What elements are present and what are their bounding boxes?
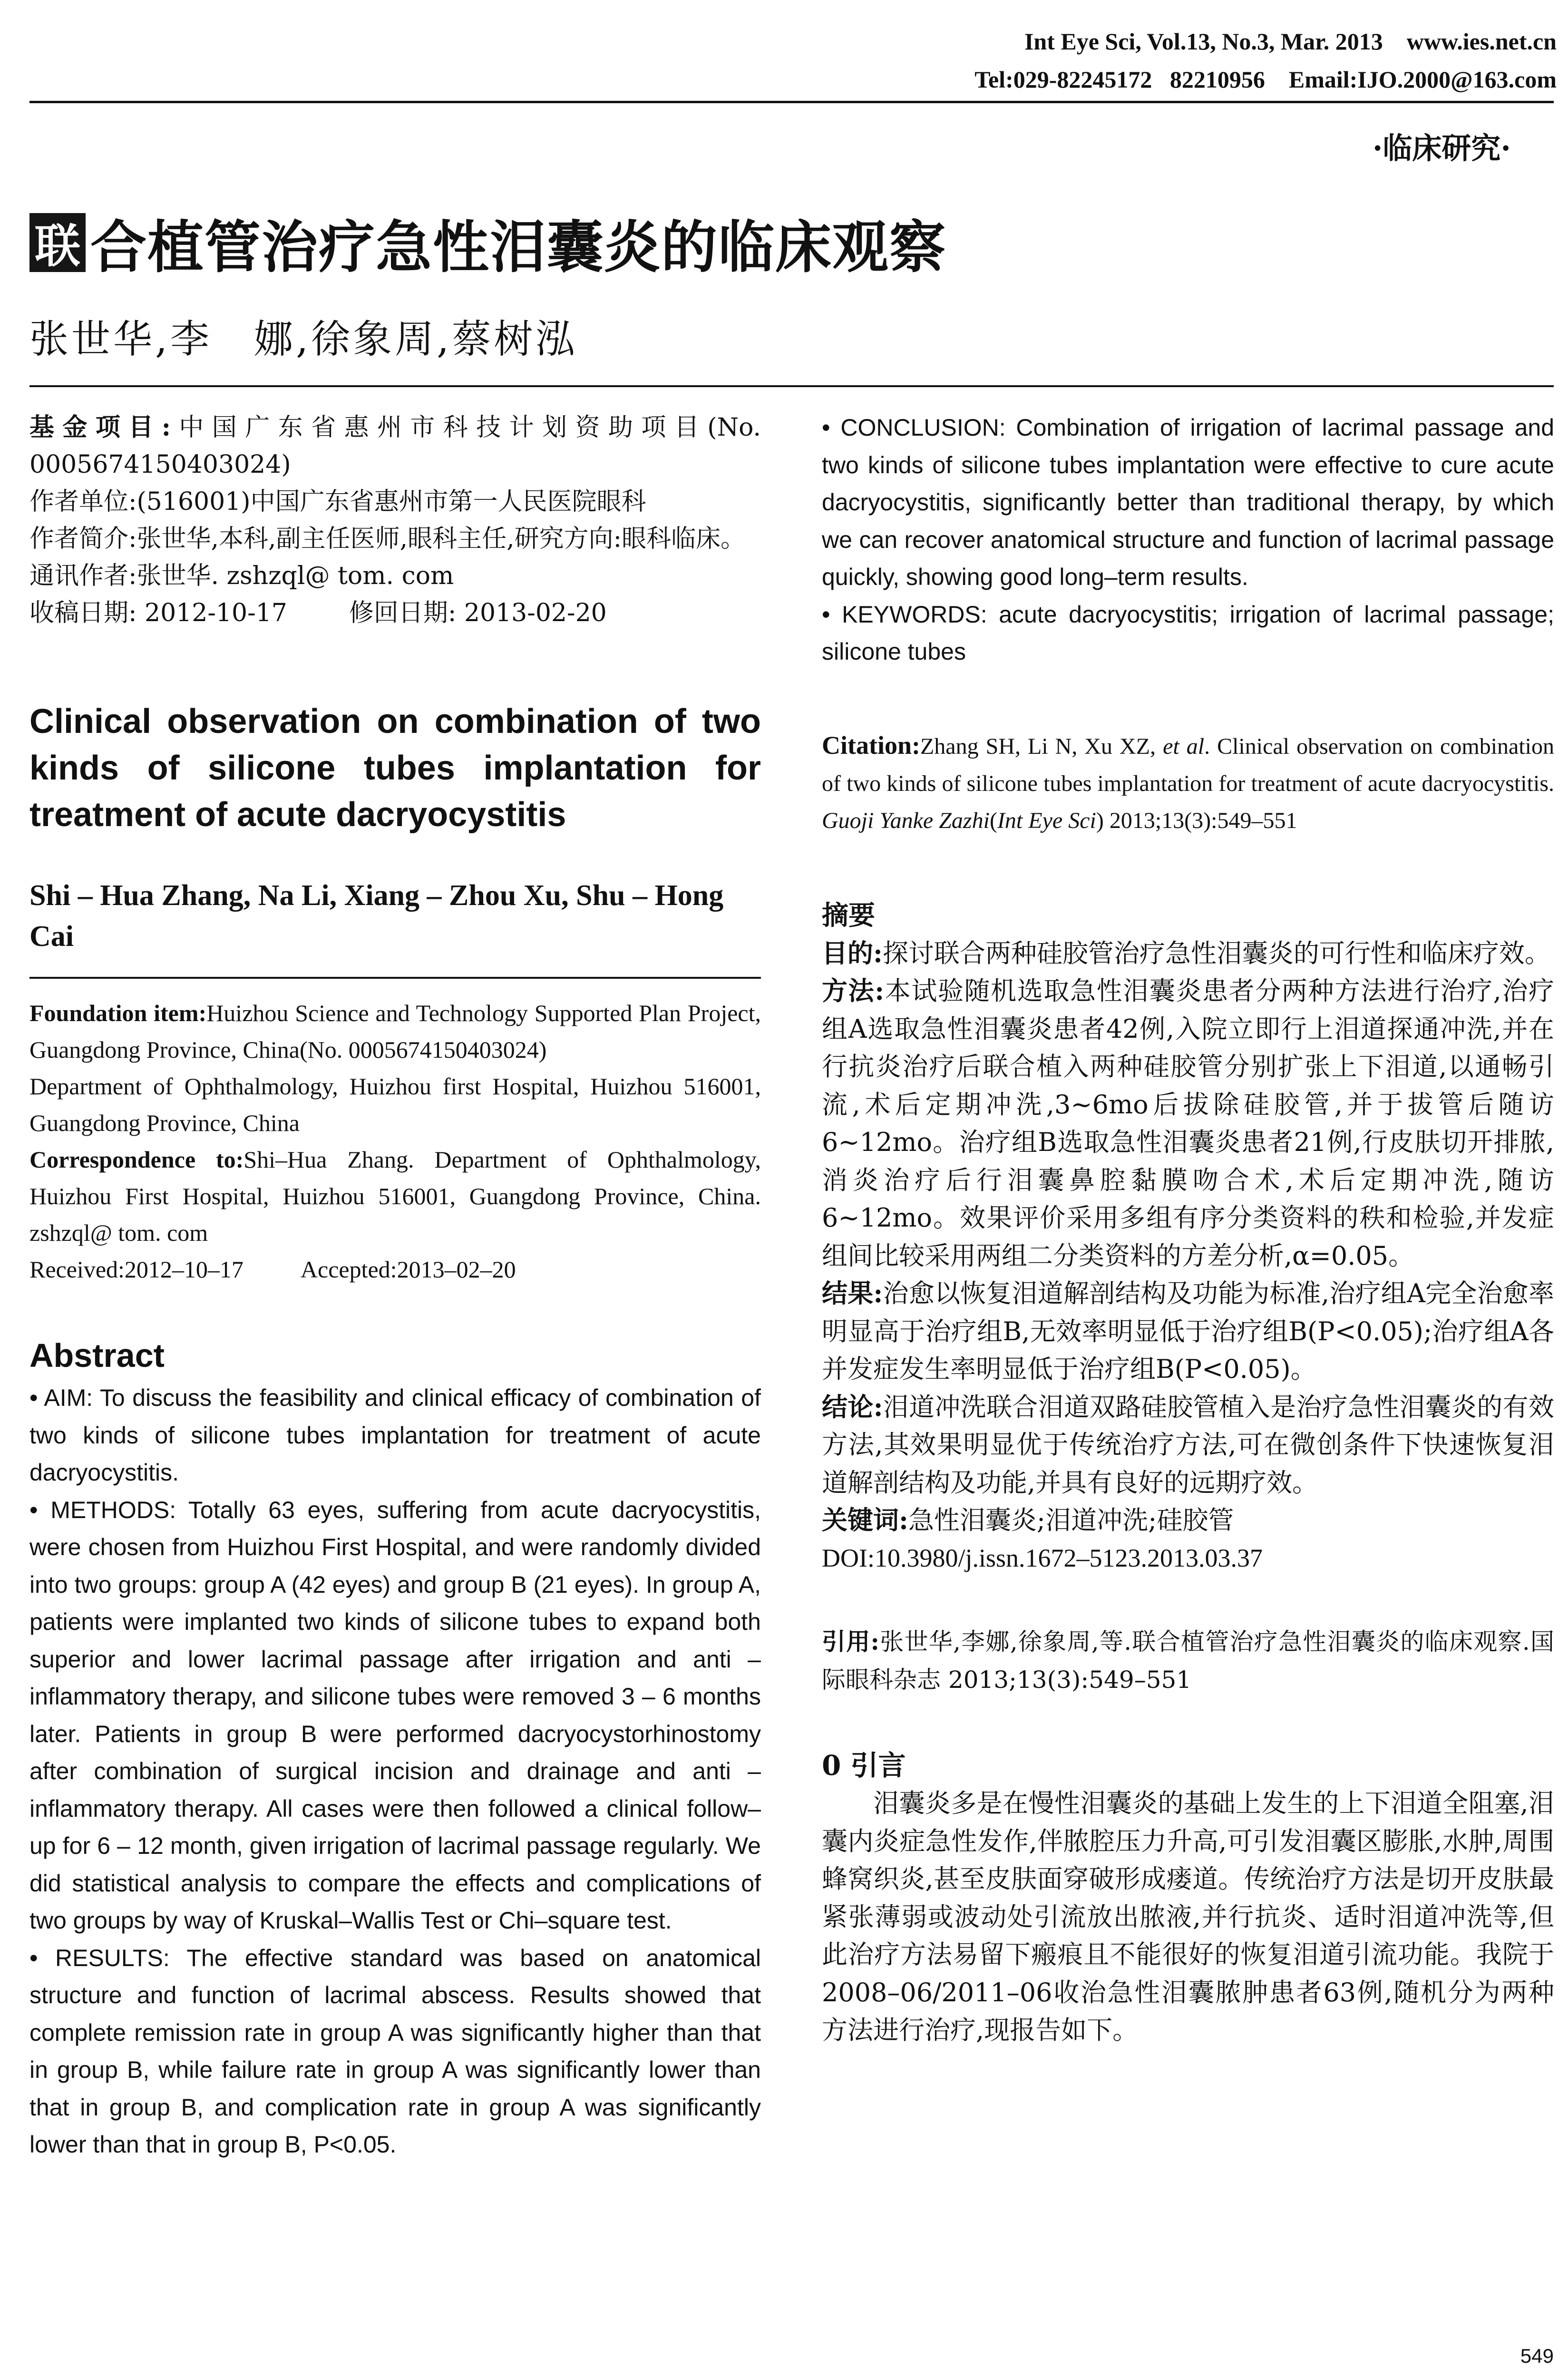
cn-citation-text: 张世华,李娜,徐象周,等.联合植管治疗急性泪囊炎的临床观察.国际眼科杂志 2013;13(3):549–551 [822,1628,1554,1694]
citation-label: Citation: [822,731,920,760]
right-column [822,409,1554,2049]
cn-objective-text: 探讨联合两种硅胶管治疗急性泪囊炎的可行性和临床疗效。 [882,938,1550,968]
correspondence [29,1141,761,1251]
article-title [29,205,946,281]
intro-paragraph: 泪囊炎多是在慢性泪囊炎的基础上发生的上下泪道全阻塞,泪囊内炎症急性发作,伴脓腔压力升高,可引发泪囊区膨胀,水肿,周围蜂窝织炎,甚至皮肤面穿破形成瘘道。传统治疗方法是切开皮肤最紧张薄弱或波动处引流放出脓液,并行抗炎、适时泪道冲洗等,但此治疗方法易留下瘢痕且不能很好的恢复泪道引流功能。我院于2008–06/2011–06收治急性泪囊脓肿患者63例,随机分为两种方法进行治疗,现报告如下。 [822,1788,1554,2045]
abstract-results: • RESULTS: The effective standard was based on anatomical structure and function of lacrimal abscess. Results showed that complete remission rate in group A was significantly higher than that in group B, while failure rate in group A was significantly lower than that in group B, and complication rate in group A was significantly lower than that in group B, P<0.05. [29,1944,761,2158]
cn-abstract-heading: 摘要 [822,899,875,931]
foundation-text: Huizhou Science and Technology Supported Plan Project, Guangdong Province, China(No. 0005674150403024) [29,1000,761,1063]
abstract-conclusion: • CONCLUSION: Combination of irrigation of lacrimal passage and two kinds of silicone tubes implantation were effective to cure acute dacryocystitis, significantly better than traditional therapy, by which we can recover anatomical structure and function of lacrimal passage quickly, showing good long–term results. [822,414,1554,590]
cn-methods-text: 本试验随机选取急性泪囊炎患者分两种方法进行治疗,治疗组A选取急性泪囊炎患者42例,入院立即行上泪道探通冲洗,并在行抗炎治疗后联合植入两种硅胶管分别扩张上下泪道,以通畅引流,术后定期冲洗,3~6mo后拔除硅胶管,并于拔管后随访6~12mo。治疗组B选取急性泪囊炎患者21例,行皮肤切开排脓,消炎治疗后行泪囊鼻腔黏膜吻合术,术后定期冲洗,随访6~12mo。效果评价采用多组有序分类资料的秩和检验,并发症组间比较采用两组二分类资料的方差分析,α=0.05。 [822,976,1554,1271]
abstract-keywords: • KEYWORDS: acute dacryocystitis; irrigation of lacrimal passage; silicone tubes [822,601,1554,665]
citation-authors: Zhang SH, Li N, Xu XZ, [920,733,1163,759]
english-title: Clinical observation on combination of two kinds of silicone tubes implantation for treatment of acute dacryocystitis [29,702,761,834]
cn-objective-label: 目的: [822,937,883,968]
department: Department of Ophthalmology, Huizhou first Hospital, Huizhou 516001, Guangdong Province, China [29,1073,761,1136]
received-cn: 收稿日期: 2012-10-17 [29,599,287,627]
cn-results [822,1275,1554,1388]
en-meta-block [29,995,761,1288]
title-text: 合植管治疗急性泪囊炎的临床观察 [90,214,947,280]
cn-objective [822,935,1554,973]
author-bio-cn: 作者简介:张世华,本科,副主任医师,眼科主任,研究方向:眼科临床。 [29,525,746,553]
cn-keywords [822,1501,1554,1539]
contact-info-line: Tel:029-82245172 82210956 Email:IJO.2000@163.com [974,66,1557,93]
cn-meta-block [29,409,761,632]
page-number: 549 [1520,2345,1554,2367]
cn-conclusion-text: 泪道冲洗联合泪道双路硅胶管植入是治疗急性泪囊炎的有效方法,其效果明显优于传统治疗方法,可在微创条件下快速恢复泪道解剖结构及功能,并具有良好的远期疗效。 [822,1392,1554,1498]
section-tag: ·临床研究· [1372,131,1511,166]
citation-etal: et al [1163,733,1205,759]
fund-label: 基金项目: [29,413,171,442]
cn-results-text: 治愈以恢复泪道解剖结构及功能为标准,治疗组A完全治愈率明显高于治疗组B,无效率明显低于治疗组B(P<0.05);治疗组A各并发症发生率明显低于治疗组B(P<0.05)。 [822,1278,1554,1384]
left-column [29,409,761,2163]
cn-keywords-text: 急性泪囊炎;泪道冲洗;硅胶管 [908,1505,1234,1535]
dates-cn [29,594,761,632]
citation-paren: ( [989,808,997,833]
cn-conclusion-label: 结论: [822,1391,883,1422]
affiliation-cn: 作者单位:(516001)中国广东省惠州市第一人民医院眼科 [29,487,646,516]
cn-conclusion [822,1388,1554,1502]
correspondence-text: Shi–Hua Zhang. Department of Ophthalmology, Huizhou First Hospital, Huizhou 516001, Guangdong Province, China. zshzql@ tom. com [29,1146,761,1246]
correspondence-label: Correspondence to: [29,1146,244,1173]
abstract-methods: • METHODS: Totally 63 eyes, suffering from acute dacryocystitis, were chosen from Huizhou First Hospital, and were randomly divided into two groups: group A (42 eyes) and group B (21 eyes). In group A, patients were implanted two kinds of silicone tubes to expand both superior and lower lacrimal passage after irrigation and anti – inflammatory therapy, and silicone tubes were removed 3 – 6 months later. Patients in group B were performed dacryocystorhinostomy after combination of surgical incision and drainage and anti – inflammatory therapy. All cases were then followed a clinical follow–up for 6 – 12 month, given irrigation of lacrimal passage regularly. We did statistical analysis to compare the effects and complications of two groups by way of Kruskal–Wallis Test or Chi–square test. [29,1496,761,1934]
journal-info-line: Int Eye Sci, Vol.13, No.3, Mar. 2013 www.ies.net.cn [1024,28,1557,55]
correspondence-cn: 通讯作者:张世华. zshzql@ tom. com [29,562,454,590]
received-en: Received:2012–10–17 [29,1256,243,1283]
citation-volume: ) 2013;13(3):549–551 [1096,808,1297,833]
citation [822,727,1554,839]
accepted-en: Accepted:2013–02–20 [300,1256,516,1283]
doi: DOI:10.3980/j.issn.1672–5123.2013.03.37 [822,1543,1263,1572]
cn-methods [822,972,1554,1275]
citation-title: . Clinical observation on combination of two kinds of silicone tubes implantation for treatment of acute dacryocystitis. [822,733,1555,796]
citation-journal: Guoji Yanke Zazhi [822,808,990,833]
cn-citation [822,1623,1554,1699]
foundation-item [29,995,761,1068]
title-initial-mark: 联 [29,213,86,272]
citation-journal-en: Int Eye Sci [997,808,1096,833]
authors-rule [29,977,761,979]
fund-text: 中国广东省惠州市科技计划资助项目(No. 0005674150403024) [29,413,761,479]
cn-methods-label: 方法: [822,975,885,1006]
authors-cn: 张世华,李 娜,徐象周,蔡树泓 [29,317,578,362]
english-authors: Shi – Hua Zhang, Na Li, Xiang – Zhou Xu, Shu – Hong Cai [29,879,724,953]
revised-cn: 修回日期: 2013-02-20 [349,599,607,627]
cn-keywords-label: 关键词: [822,1505,908,1535]
fund-line [29,409,761,483]
intro-heading: 0 引言 [822,1749,906,1782]
foundation-label: Foundation item: [29,1000,207,1026]
cn-citation-label: 引用: [822,1627,880,1656]
dates-en [29,1251,761,1288]
title-rule [29,385,1554,387]
header-rule [29,101,1554,103]
abstract-heading: Abstract [29,1337,165,1374]
cn-results-label: 结果: [822,1278,883,1308]
abstract-aim: • AIM: To discuss the feasibility and clinical efficacy of combination of two kinds of silicone tubes implantation for treatment of acute dacryocystitis. [29,1384,761,1486]
